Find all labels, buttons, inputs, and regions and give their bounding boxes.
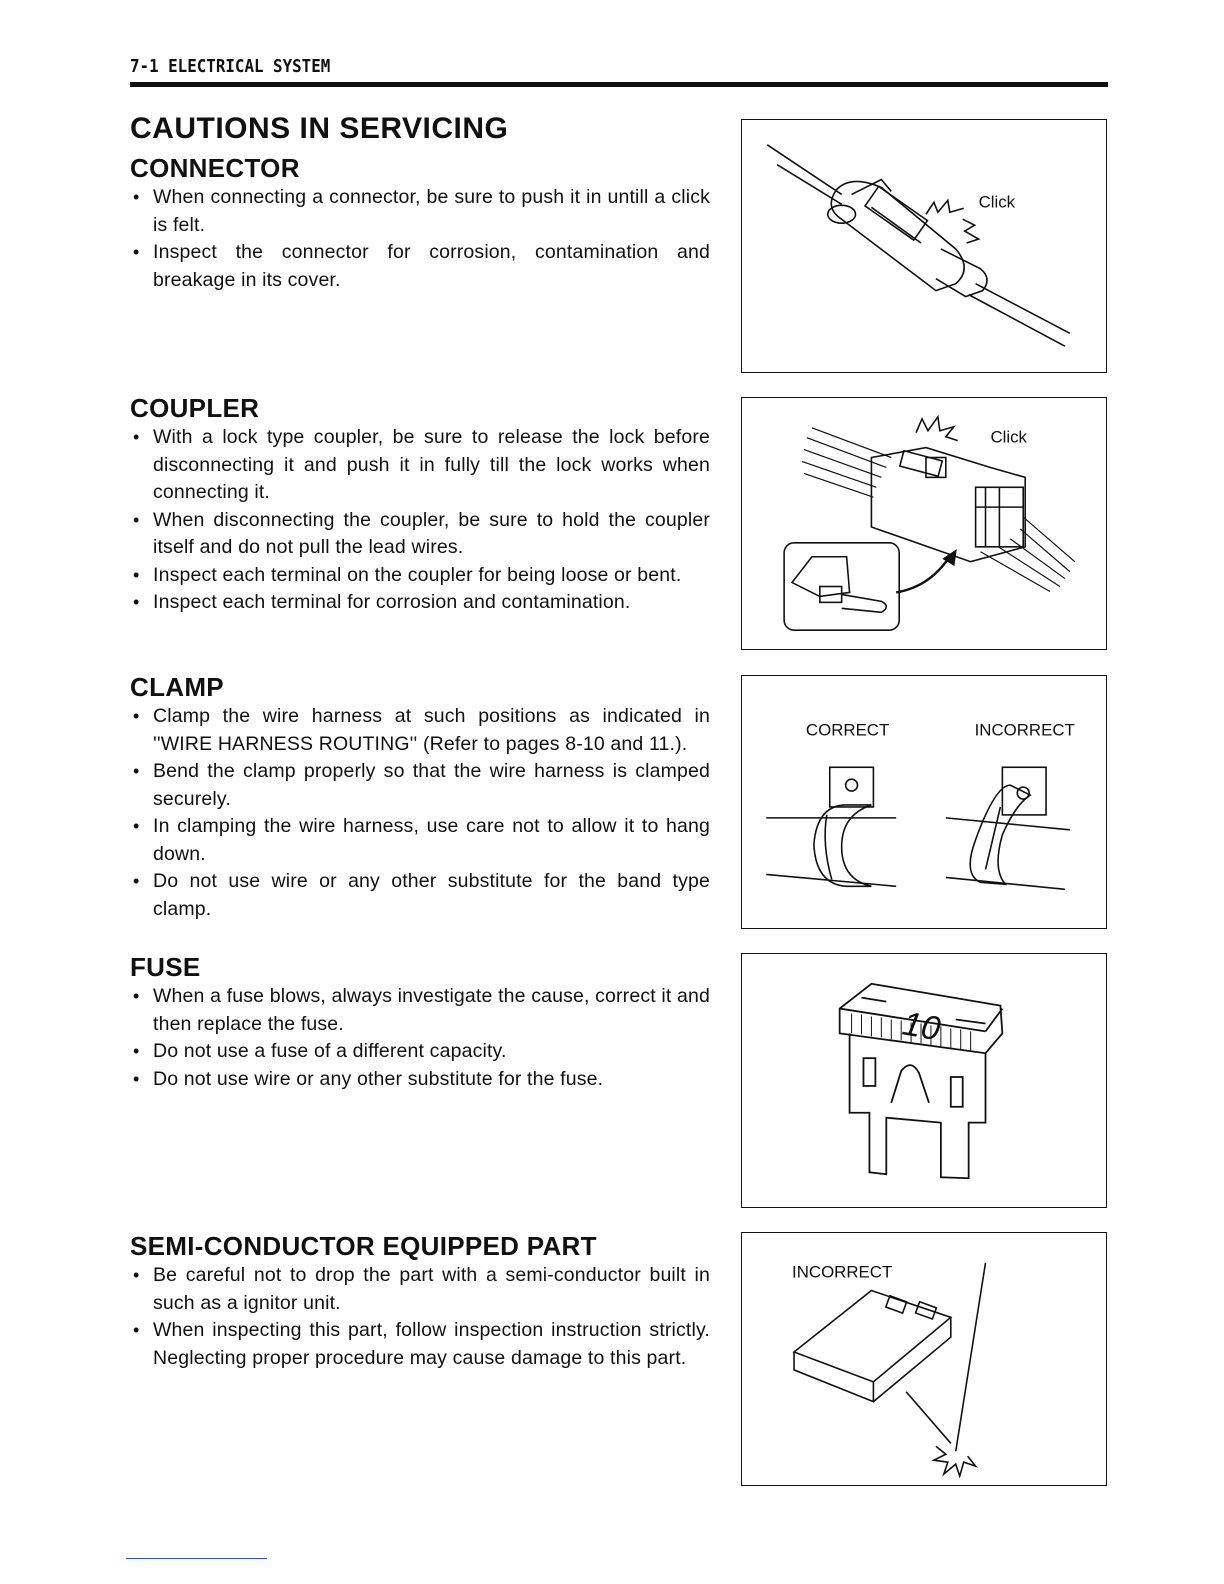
list-item: • Clamp the wire harness at such positions as indicated in ''WIRE HARNESS ROUTING'' (Refer to pages 8-10 and 11.).	[130, 703, 710, 758]
page-header	[130, 54, 1108, 87]
list-item: • Be careful not to drop the part with a semi-conductor built in such as a ignitor unit.	[130, 1262, 710, 1317]
bullet-list	[130, 184, 710, 294]
list-item: • When connecting a connector, be sure to push it in untill a click is felt.	[130, 184, 710, 239]
list-item: • Inspect the connector for corrosion, contamination and breakage in its cover.	[130, 239, 710, 294]
section-heading: SEMI-CONDUCTOR EQUIPPED PART	[130, 1231, 597, 1261]
clamp-illustration	[742, 676, 1106, 928]
figure-clamp	[741, 675, 1107, 929]
clamp-correct-label: CORRECT	[805, 720, 890, 740]
list-item: • Inspect each terminal on the coupler for being loose or bent.	[130, 562, 710, 590]
list-item: • Do not use a fuse of a different capacity.	[130, 1038, 710, 1066]
list-item: • In clamping the wire harness, use care not to allow it to hang down.	[130, 813, 710, 868]
list-item: • Bend the clamp properly so that the wire harness is clamped securely.	[130, 758, 710, 813]
list-item: • When disconnecting the coupler, be sure to hold the coupler itself and do not pull the lead wires.	[130, 507, 710, 562]
list-item: • When a fuse blows, always investigate the cause, correct it and then replace the fuse.	[130, 983, 710, 1038]
list-item: • Inspect each terminal for corrosion and contamination.	[130, 589, 710, 617]
bullet-list	[130, 983, 710, 1093]
section-heading: CONNECTOR	[130, 153, 300, 183]
list-item: • With a lock type coupler, be sure to release the lock before disconnecting it and push it in fully till the lock works when connecting it.	[130, 424, 710, 507]
bullet-list	[130, 1262, 710, 1372]
figure-semi-conductor	[741, 1232, 1107, 1486]
list-item: • Do not use wire or any other substitute for the fuse.	[130, 1066, 710, 1094]
page-title: CAUTIONS IN SERVICING	[130, 112, 509, 145]
list-item: • When inspecting this part, follow inspection instruction strictly. Neglecting proper procedure may cause damage to this part.	[130, 1317, 710, 1372]
figure-fuse	[741, 953, 1107, 1208]
coupler-click-label: Click	[990, 427, 1028, 447]
section-clamp	[130, 671, 710, 923]
clamp-incorrect-label: INCORRECT	[974, 720, 1075, 740]
section-heading: CLAMP	[130, 672, 224, 702]
figure-coupler	[741, 397, 1107, 650]
section-coupler	[130, 392, 710, 617]
figure-connector	[741, 119, 1107, 373]
coupler-illustration	[742, 398, 1106, 649]
section-semi-conductor	[130, 1230, 710, 1372]
section-connector	[130, 152, 710, 294]
section-fuse	[130, 951, 710, 1093]
footer-rule	[126, 1558, 267, 1559]
semi-incorrect-label: INCORRECT	[792, 1262, 893, 1282]
ignitor-drop-illustration	[742, 1233, 1106, 1485]
fuse-illustration	[742, 954, 1106, 1207]
bullet-list	[130, 703, 710, 923]
header-section-title: 7-1 ELECTRICAL SYSTEM	[130, 56, 331, 77]
section-heading: FUSE	[130, 952, 201, 982]
connector-illustration	[742, 120, 1106, 372]
list-item: • Do not use wire or any other substitute for the band type clamp.	[130, 868, 710, 923]
connector-click-label: Click	[978, 192, 1016, 212]
fuse-rating-label: 10	[899, 1004, 944, 1049]
section-heading: COUPLER	[130, 393, 260, 423]
bullet-list	[130, 424, 710, 617]
